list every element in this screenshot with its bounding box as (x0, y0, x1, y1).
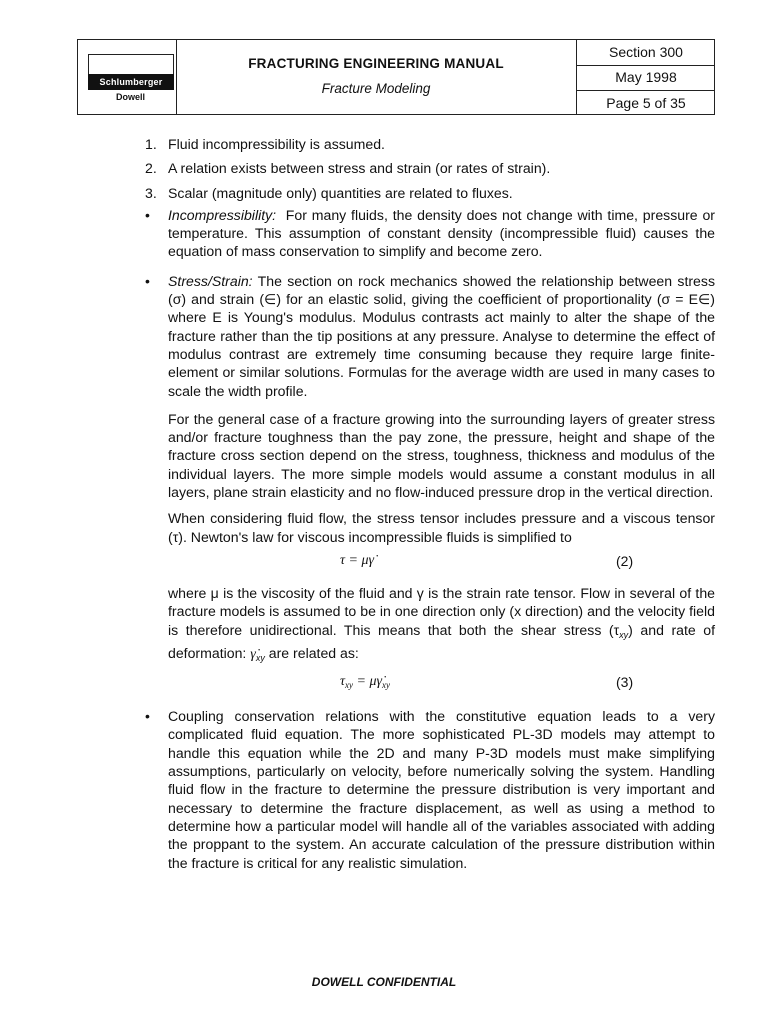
paragraph-viscosity (168, 584, 715, 667)
page-number: Page 5 of 35 (606, 95, 686, 111)
equation-number: (2) (616, 552, 634, 569)
equation-3 (168, 671, 715, 695)
equation-expression: τ = μγ̇ (340, 552, 375, 568)
page-body (145, 135, 715, 883)
item-text: A relation exists between stress and strain (or rates of strain). (168, 160, 551, 177)
bullet-lead: Stress/Strain: (168, 272, 253, 289)
math-symbol: γ̇ (250, 645, 256, 662)
item-text: Fluid incompressibility is assumed. (168, 136, 385, 152)
logo-subtitle: Dowell (115, 92, 145, 102)
manual-title: FRACTURING ENGINEERING MANUAL (248, 56, 504, 71)
chapter-title: Fracture Modeling (321, 81, 431, 96)
bullet-incompressibility (145, 206, 715, 261)
paragraph-fluid-flow: When considering fluid flow, the stress tensor includes pressure and a viscous tensor (τ). Newton's law for viscous incompressible fluids is simplified to (168, 510, 715, 545)
item-number: 1. (145, 136, 157, 152)
bullet-symbol: • (145, 206, 150, 223)
paragraph-general-case: For the general case of a fracture growing into the surrounding layers of greater stress and/or fracture toughness than the pay zone, the pressure, height and shape of the fracture cross section depend on the stress, toughness, thickness and modulus of the individual layers. The more simple models would assume a constant modulus in all layers, plane strain elasticity and no flow-induced pressure drop in the vertical direction. (168, 410, 715, 501)
subscript: xy (345, 680, 354, 691)
item-number: 2. (145, 160, 157, 177)
subscript: xy (255, 652, 265, 663)
bullet-symbol: • (145, 708, 150, 725)
math-symbol: τ (340, 674, 346, 690)
bullet-stress-strain (145, 272, 715, 707)
subscript: xy (382, 680, 391, 691)
company-logo (88, 54, 174, 90)
header-divider (176, 40, 177, 114)
document-header (77, 39, 715, 115)
bullet-text: For many fluids, the density does not change with time, pressure or temperature. This assumption of constant density (incompressible fluid) causes the equation of mass conservation to simplify and become zero. (168, 206, 715, 260)
bullet-coupling (145, 707, 715, 872)
section-number: Section 300 (609, 44, 683, 60)
confidential-footer: DOWELL CONFIDENTIAL (311, 975, 457, 989)
text-run: are related as: (268, 644, 359, 661)
equation-2 (168, 550, 715, 574)
header-divider (576, 90, 714, 91)
issue-date: May 1998 (615, 69, 677, 85)
numbered-item (145, 159, 715, 177)
item-number: 3. (145, 184, 157, 201)
text-run: ) and rate of deformation: (168, 621, 716, 661)
text-run: where μ is the viscosity of the fluid and γ is the strain rate tensor. Flow in several of the fracture models is assumed to be in one direction only (x direction) and the velocity field is therefore unidirectional. This means that both the shear stress (τ (168, 584, 715, 638)
numbered-item (145, 135, 715, 153)
bullet-text: Coupling conservation relations with the constitutive equation leads to a very complicated fluid equation. The more sophisticated PL-3D models may attempt to handle this equation while the 2D and many P-3D models must make simplifying assumptions, particularly on velocity, before numerically solving the system. Handling fluid flow in the fracture to determine the pressure distribution is very important and necessary to determine the fracture displacement, as well as using a method to determine how a particular model will handle all of the variables associated with adding the proppant to the system. An accurate calculation of the pressure distribution within the fracture is critical for any realistic simulation. (168, 708, 715, 871)
bullet-text: The section on rock mechanics showed the relationship between stress (σ) and strain (∈) for an elastic solid, giving the coefficient of proportionality (σ = E∈) where E is Young's modulus. Modulus contrasts act mainly to alter the shape of the fracture rather than the tip positions at any pressure. Analyse to determine the effect of modulus contrast are extremely time consuming because they require large finite-element or similar solutions. Formulas for the average width are used in many cases to scale the width profile. (168, 272, 715, 399)
header-divider (576, 65, 714, 66)
item-text: Scalar (magnitude only) quantities are related to fluxes. (168, 184, 513, 201)
equation-number: (3) (616, 674, 634, 691)
bullet-symbol: • (145, 272, 150, 289)
logo-name: Schlumberger (88, 74, 174, 90)
subscript: xy (619, 629, 629, 640)
bullet-lead: Incompressibility: (168, 206, 277, 223)
math-symbol: = μγ̇ (353, 674, 383, 690)
numbered-item (145, 184, 715, 202)
logo-outline (88, 54, 174, 74)
equation-expression (340, 673, 390, 694)
